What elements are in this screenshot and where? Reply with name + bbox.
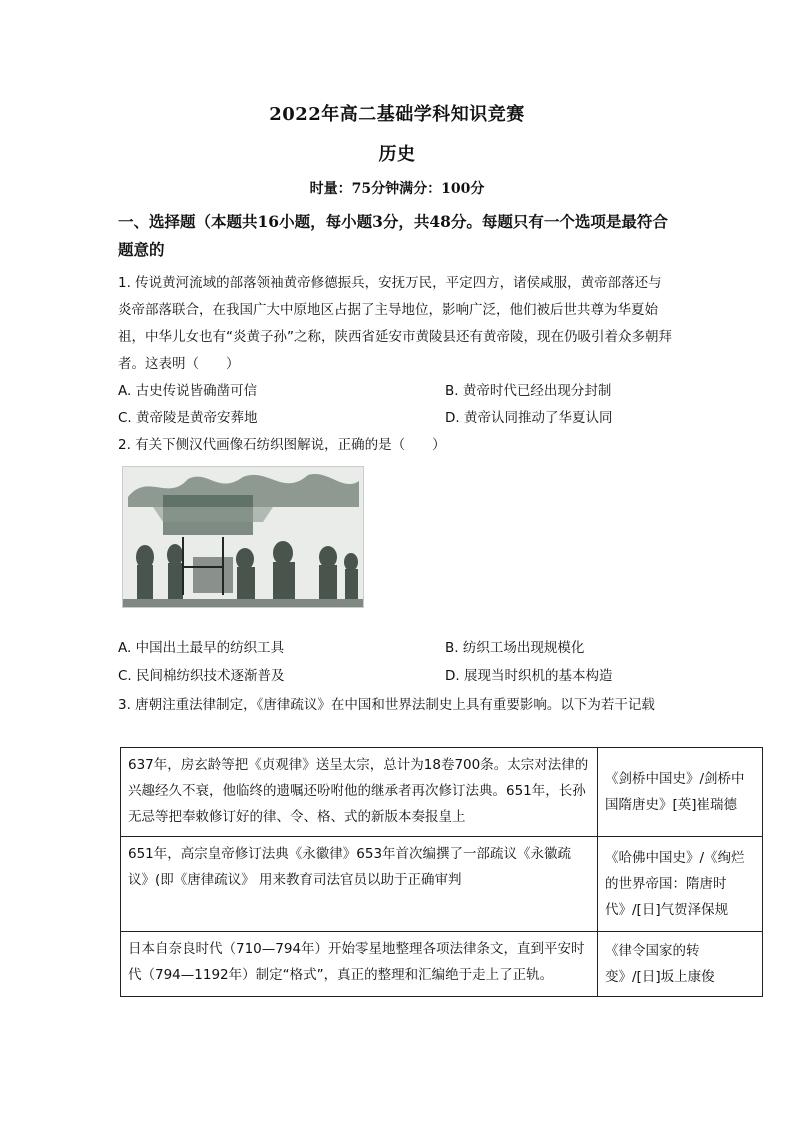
records-table (120, 747, 763, 997)
table-row (121, 932, 763, 997)
question-2-option-b: B. 纺织工场出现规模化 (445, 640, 585, 656)
record-text: 日本自奈良时代（710—794年）开始零星地整理各项法律条文，直到平安时代（794—1192年）制定“格式”，真正的整理和汇编绝于走上了正轨。 (121, 932, 598, 997)
question-1-option-b: B. 黄帝时代已经出现分封制 (445, 383, 612, 399)
question-2-stem: 2. 有关下侧汉代画像石纺织图解说，正确的是（ ） (118, 437, 446, 453)
question-1-stem: 1. 传说黄河流域的部落领袖黄帝修德振兵，安抚万民，平定四方，诸侯咸服，黄帝部落还与炎帝部落联合，在我国广大中原地区占据了主导地位，影响广泛，他们被后世共尊为华夏始祖，中华儿女也有“炎黄子孙”之称，陕西省延安市黄陵县还有黄帝陵，现在仍吸引着众多朝拜者。这表明（ ） (118, 275, 672, 372)
question-2-option-a: A. 中国出土最早的纺织工具 (118, 640, 285, 656)
question-2-option-d: D. 展现当时织机的基本构造 (445, 668, 613, 684)
table-row (121, 837, 763, 932)
relief-illustration (123, 467, 363, 607)
question-3-stem: 3. 唐朝注重法律制定，《唐律疏议》在中国和世界法制史上具有重要影响。以下为若干记载 (118, 697, 655, 713)
exam-title: 2022年高二基础学科知识竞赛 (269, 104, 525, 125)
exam-meta: 时量：75分钟满分：100分 (309, 181, 485, 197)
question-1-option-d: D. 黄帝认同推动了华夏认同 (445, 410, 613, 426)
table-row (121, 748, 763, 837)
question-2-option-c: C. 民间棉纺织技术逐渐普及 (118, 668, 285, 684)
record-source: 《剑桥中国史》/剑桥中国隋唐史》[英]崔瑞德 (598, 748, 763, 837)
record-text: 651年，高宗皇帝修订法典《永徽律》653年首次编撰了一部疏议《永徽疏议》(即《唐律疏议》 用来教育司法官员以助于正确审判 (121, 837, 598, 932)
record-source: 《哈佛中国史》/《绚烂的世界帝国：隋唐时代》/[日]气贺泽保规 (598, 837, 763, 932)
question-1-option-a: A. 古史传说皆确凿可信 (118, 383, 258, 399)
subject-title: 历史 (378, 144, 416, 165)
record-source: 《律令国家的转变》/[日]坂上康俊 (598, 932, 763, 997)
han-stone-relief-weaving-image (122, 466, 364, 608)
question-1-option-c: C. 黄帝陵是黄帝安葬地 (118, 410, 258, 426)
record-text: 637年，房玄龄等把《贞观律》送呈太宗，总计为18卷700条。太宗对法律的兴趣经久不衰，他临终的遗嘱还吩咐他的继承者再次修订法典。651年，长孙无忌等把奉敕修订好的律、令、格、式的新版本奏报皇上 (121, 748, 598, 837)
section-heading: 一、选择题（本题共16小题，每小题3分，共48分。每题只有一个选项是最符合题意的 (118, 212, 668, 259)
